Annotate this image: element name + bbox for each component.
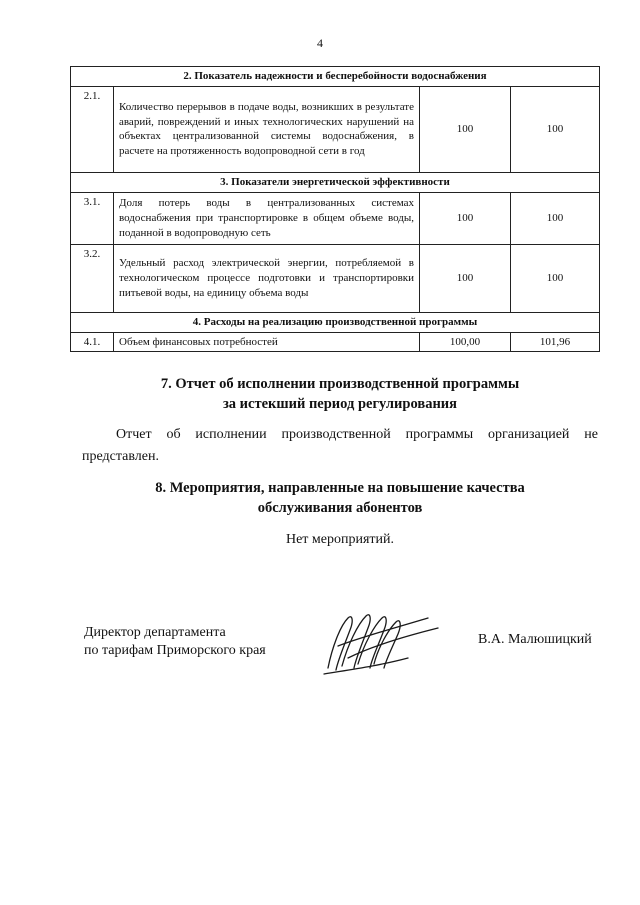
row-value-1: 100	[420, 192, 511, 244]
row-name: Доля потерь воды в централизованных системах водоснабжения при транспортировке в общем объеме воды, поданной в водопроводную сеть	[114, 192, 420, 244]
row-value-1: 100	[420, 244, 511, 312]
section-header-row	[71, 67, 600, 87]
section7-text: Отчет об исполнении производственной программы организацией не представлен.	[82, 427, 598, 464]
section8-heading-line1: 8. Мероприятия, направленные на повышение качества	[155, 480, 525, 496]
row-value-2: 101,96	[511, 332, 600, 352]
position-line2: по тарифам Приморского края	[84, 643, 266, 658]
position-line1: Директор департамента	[84, 625, 226, 640]
row-value-1: 100,00	[420, 332, 511, 352]
row-number: 3.2.	[71, 244, 114, 312]
page-number: 4	[317, 36, 323, 50]
table-row	[71, 86, 600, 172]
table-row	[71, 192, 600, 244]
section-title: 2. Показатель надежности и бесперебойности водоснабжения	[71, 67, 600, 87]
row-value-2: 100	[511, 192, 600, 244]
row-name: Объем финансовых потребностей	[114, 332, 420, 352]
table-row	[71, 244, 600, 312]
row-number: 4.1.	[71, 332, 114, 352]
row-name: Количество перерывов в подаче воды, возникших в результате аварий, повреждений и иных технологических нарушений на объектах централизованной системы водоснабжения, в расчете на протяженность водопроводной сети в год	[114, 86, 420, 172]
section8-text: Нет мероприятий.	[285, 532, 395, 547]
section8-heading	[100, 478, 580, 518]
signatory-position	[84, 624, 266, 660]
section-header-row	[71, 312, 600, 332]
section7-heading-line2: за истекший период регулирования	[222, 396, 458, 412]
section8-heading-line2: обслуживания абонентов	[257, 500, 423, 516]
signatory-name: В.А. Малюшицкий	[478, 632, 592, 647]
row-number: 3.1.	[71, 192, 114, 244]
handwritten-signature	[318, 608, 448, 684]
section-header-row	[71, 172, 600, 192]
section-title: 3. Показатели энергетической эффективности	[71, 172, 600, 192]
table-row	[71, 332, 600, 352]
indicators-table	[70, 66, 600, 352]
section7-heading-line1: 7. Отчет об исполнении производственной программы	[160, 376, 520, 392]
row-value-2: 100	[511, 86, 600, 172]
section-title: 4. Расходы на реализацию производственной программы	[71, 312, 600, 332]
row-number: 2.1.	[71, 86, 114, 172]
row-name: Удельный расход электрической энергии, потребляемой в технологическом процессе подготовки и транспортировки питьевой воды, на единицу объема воды	[114, 244, 420, 312]
row-value-2: 100	[511, 244, 600, 312]
section7-heading	[100, 374, 580, 414]
row-value-1: 100	[420, 86, 511, 172]
